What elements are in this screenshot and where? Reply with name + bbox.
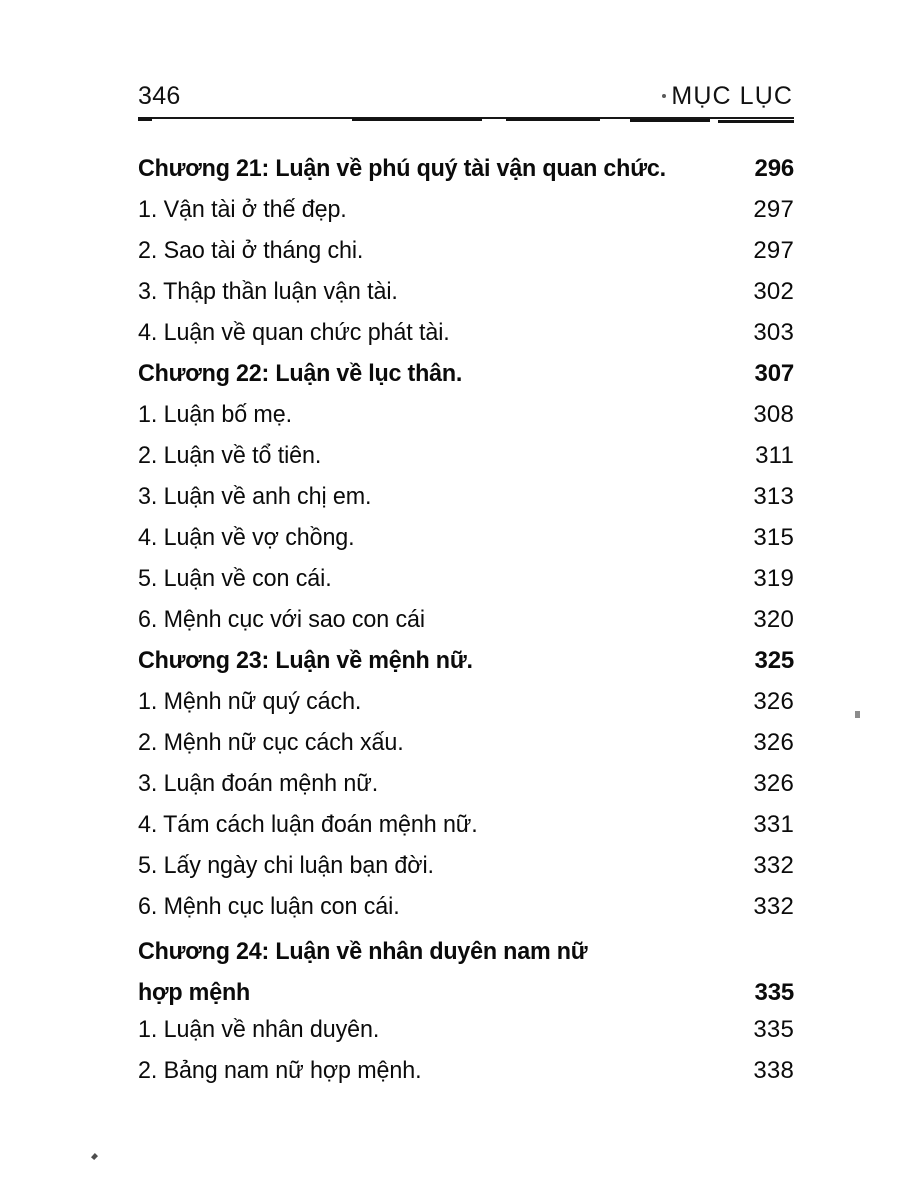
toc-entry-page-number: 297 xyxy=(753,237,794,264)
toc-entry-row[interactable] xyxy=(138,726,794,767)
toc-entry-label: 1. Mệnh nữ quý cách. xyxy=(138,688,362,715)
toc-entry-label: 2. Bảng nam nữ hợp mệnh. xyxy=(138,1057,422,1084)
toc-entry-row[interactable] xyxy=(138,685,794,726)
toc-entry-label: 1. Vận tài ở thế đẹp. xyxy=(138,196,347,223)
toc-entry-label: 6. Mệnh cục luận con cái. xyxy=(138,893,400,920)
toc-entry-row[interactable] xyxy=(138,603,794,644)
running-head xyxy=(138,80,793,114)
header-divider-artifact xyxy=(138,117,152,121)
toc-entry-label: 2. Mệnh nữ cục cách xấu. xyxy=(138,729,404,756)
toc-entry-page-number: 326 xyxy=(753,729,794,756)
toc-entry-page-number: 302 xyxy=(753,278,794,305)
toc-entry-page-number: 308 xyxy=(753,401,794,428)
toc-entry-page-number: 325 xyxy=(754,647,794,674)
toc-entry-label: 5. Luận về con cái. xyxy=(138,565,332,592)
toc-entry-label: 3. Thập thần luận vận tài. xyxy=(138,278,398,305)
scan-speck-icon xyxy=(855,711,860,718)
scan-speck-icon xyxy=(662,94,666,98)
toc-entry-label: 2. Luận về tổ tiên. xyxy=(138,442,322,469)
toc-entry-row[interactable] xyxy=(138,439,794,480)
toc-entry-label: 4. Luận về quan chức phát tài. xyxy=(138,319,450,346)
table-of-contents xyxy=(138,152,794,1095)
toc-entry-label: 2. Sao tài ở tháng chi. xyxy=(138,237,364,264)
toc-entry-page-number: 307 xyxy=(754,360,794,387)
toc-entry-page-number: 332 xyxy=(753,852,794,879)
toc-entry-row[interactable] xyxy=(138,849,794,890)
toc-entry-page-number: 331 xyxy=(753,811,794,838)
toc-entry-row[interactable] xyxy=(138,808,794,849)
toc-entry-page-number: 313 xyxy=(753,483,794,510)
toc-entry-label: 1. Luận về nhân duyên. xyxy=(138,1016,380,1043)
toc-entry-label: 3. Luận về anh chị em. xyxy=(138,483,372,510)
toc-entry-row[interactable] xyxy=(138,234,794,275)
toc-entry-page-number: 315 xyxy=(753,524,794,551)
toc-entry-label: 4. Luận về vợ chồng. xyxy=(138,524,355,551)
toc-entry-row[interactable] xyxy=(138,1013,794,1054)
toc-entry-label: Chương 23: Luận về mệnh nữ. xyxy=(138,647,473,674)
toc-chapter-row[interactable] xyxy=(138,357,794,398)
toc-entry-label: 1. Luận bố mẹ. xyxy=(138,401,292,428)
toc-entry-page-number: 296 xyxy=(754,155,794,182)
toc-entry-label: 3. Luận đoán mệnh nữ. xyxy=(138,770,379,797)
toc-entry-page-number: 326 xyxy=(753,770,794,797)
header-divider-artifact xyxy=(352,118,482,121)
toc-entry-row[interactable] xyxy=(138,890,794,931)
toc-entry-row[interactable] xyxy=(138,398,794,439)
toc-entry-page-number: 335 xyxy=(754,979,794,1006)
toc-entry-row[interactable] xyxy=(138,767,794,808)
header-divider-artifact xyxy=(630,119,710,122)
scan-speck-icon xyxy=(91,1153,98,1160)
toc-entry-page-number: 303 xyxy=(753,319,794,346)
toc-entry-row[interactable] xyxy=(138,193,794,234)
toc-entry-page-number: 338 xyxy=(753,1057,794,1084)
toc-entry-row[interactable] xyxy=(138,1054,794,1095)
toc-chapter-row[interactable] xyxy=(138,152,794,193)
toc-entry-page-number: 320 xyxy=(753,606,794,633)
page-number-folio: 346 xyxy=(138,82,181,110)
toc-entry-page-number: 311 xyxy=(755,442,794,469)
header-divider-artifact xyxy=(718,120,794,123)
toc-chapter-row[interactable] xyxy=(138,644,794,685)
toc-entry-label: 5. Lấy ngày chi luận bạn đời. xyxy=(138,852,434,879)
toc-entry-row[interactable] xyxy=(138,480,794,521)
toc-entry-page-number: 332 xyxy=(753,893,794,920)
toc-entry-label: Chương 24: Luận về nhân duyên nam nữ hợp mệnh xyxy=(138,938,588,1006)
toc-entry-label: Chương 21: Luận về phú quý tài vận quan chức. xyxy=(138,155,666,182)
toc-chapter-row[interactable] xyxy=(138,931,794,1013)
toc-entry-page-number: 297 xyxy=(753,196,794,223)
header-divider-artifact xyxy=(506,118,600,121)
toc-entry-label: 6. Mệnh cục với sao con cái xyxy=(138,606,425,633)
toc-entry-page-number: 335 xyxy=(753,1016,794,1043)
toc-entry-row[interactable] xyxy=(138,521,794,562)
toc-entry-label: Chương 22: Luận về lục thân. xyxy=(138,360,463,387)
toc-entry-row[interactable] xyxy=(138,275,794,316)
toc-entry-row[interactable] xyxy=(138,562,794,603)
toc-entry-label: 4. Tám cách luận đoán mệnh nữ. xyxy=(138,811,478,838)
toc-entry-row[interactable] xyxy=(138,316,794,357)
toc-entry-page-number: 319 xyxy=(753,565,794,592)
page-title: MỤC LỤC xyxy=(671,82,793,110)
toc-entry-page-number: 326 xyxy=(753,688,794,715)
